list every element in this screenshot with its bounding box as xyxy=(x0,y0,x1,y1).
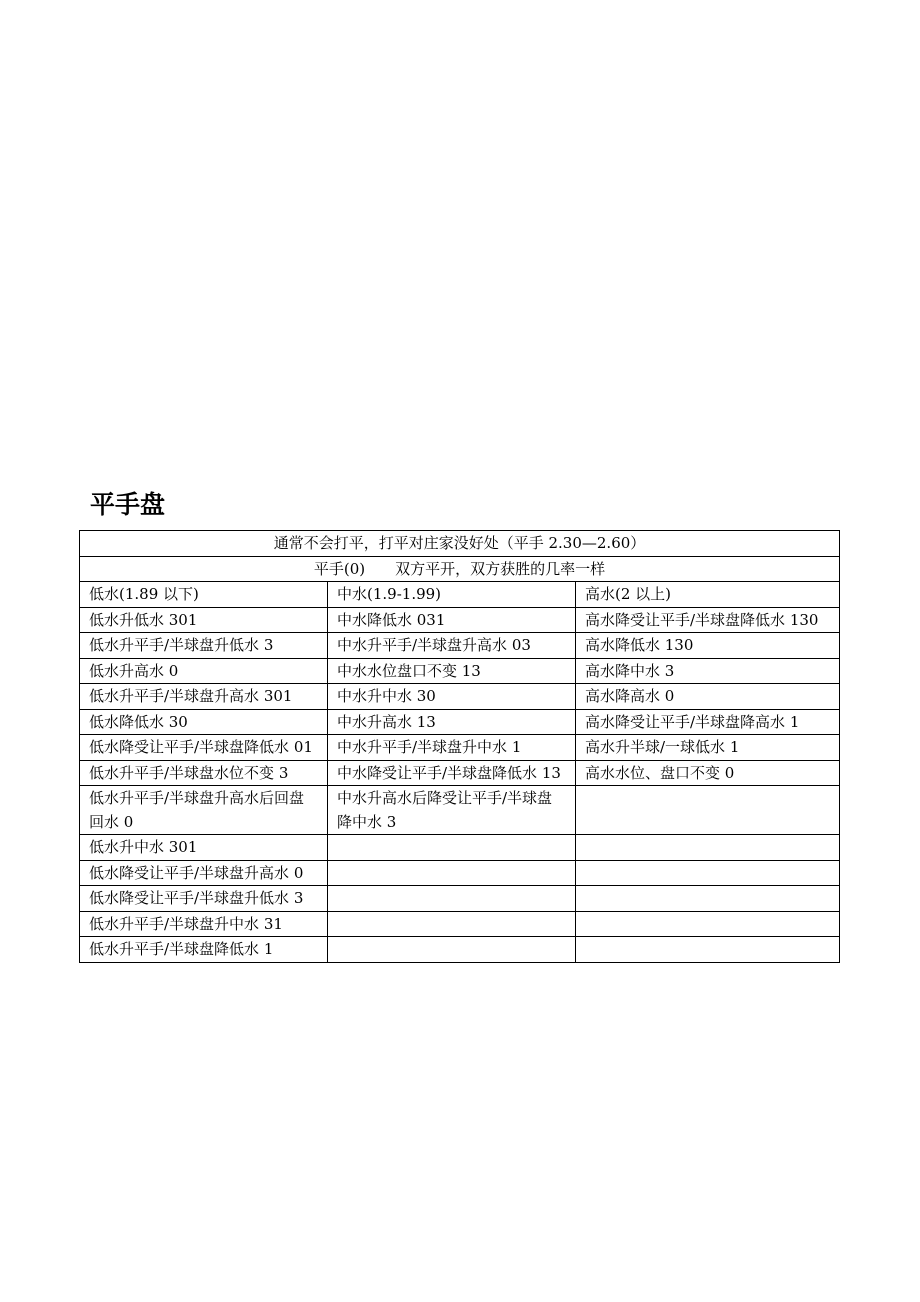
table-cell xyxy=(576,886,840,912)
table-cell: 低水升平手/半球盘升低水 3 xyxy=(80,633,328,659)
table-row xyxy=(80,860,840,886)
table-header-note: 通常不会打平，打平对庄家没好处（平手 2.30—2.60） xyxy=(80,531,840,557)
table-row xyxy=(80,633,840,659)
table-cell xyxy=(576,786,840,835)
table-cell: 高水升半球/一球低水 1 xyxy=(576,735,840,761)
handicap-table xyxy=(79,530,840,963)
table-cell: 低水升平手/半球盘水位不变 3 xyxy=(80,760,328,786)
table-header-row xyxy=(80,556,840,582)
table-row xyxy=(80,911,840,937)
table-cell: 中水升高水 13 xyxy=(328,709,576,735)
table-cell: 中水升平手/半球盘升高水 03 xyxy=(328,633,576,659)
column-header-high: 高水(2 以上) xyxy=(576,582,840,608)
table-cell: 低水升中水 301 xyxy=(80,835,328,861)
table-cell xyxy=(576,911,840,937)
table-cell: 低水升高水 0 xyxy=(80,658,328,684)
table-cell: 中水升平手/半球盘升中水 1 xyxy=(328,735,576,761)
table-cell: 高水降中水 3 xyxy=(576,658,840,684)
table-row xyxy=(80,835,840,861)
table-row xyxy=(80,886,840,912)
table-cell xyxy=(328,886,576,912)
table-row xyxy=(80,684,840,710)
table-cell: 中水降低水 031 xyxy=(328,607,576,633)
table-cell: 低水升平手/半球盘升高水 301 xyxy=(80,684,328,710)
table-cell: 高水降受让平手/半球盘降低水 130 xyxy=(576,607,840,633)
table-cell xyxy=(328,911,576,937)
table-cell: 低水升平手/半球盘升中水 31 xyxy=(80,911,328,937)
table-row xyxy=(80,786,840,835)
page-title: 平手盘 xyxy=(90,490,166,519)
table-cell: 中水升高水后降受让平手/半球盘降中水 3 xyxy=(328,786,576,835)
table-cell xyxy=(328,937,576,963)
table-row xyxy=(80,760,840,786)
table-cell xyxy=(576,860,840,886)
table-cell: 高水降低水 130 xyxy=(576,633,840,659)
table-row xyxy=(80,607,840,633)
table-cell: 中水降受让平手/半球盘降低水 13 xyxy=(328,760,576,786)
table-cell: 高水降受让平手/半球盘降高水 1 xyxy=(576,709,840,735)
table-header-desc: 平手(0) 双方平开，双方获胜的几率一样 xyxy=(80,556,840,582)
table-cell xyxy=(576,937,840,963)
table-cell: 低水升平手/半球盘升高水后回盘回水 0 xyxy=(80,786,328,835)
table-cell xyxy=(328,860,576,886)
table-row xyxy=(80,735,840,761)
table-cell: 低水降低水 30 xyxy=(80,709,328,735)
table-row xyxy=(80,658,840,684)
table-cell xyxy=(576,835,840,861)
table-cell: 高水降高水 0 xyxy=(576,684,840,710)
table-cell: 低水降受让平手/半球盘降低水 01 xyxy=(80,735,328,761)
column-header-mid: 中水(1.9-1.99) xyxy=(328,582,576,608)
column-header-row xyxy=(80,582,840,608)
table-cell: 低水升低水 301 xyxy=(80,607,328,633)
table-cell: 中水水位盘口不变 13 xyxy=(328,658,576,684)
column-header-low: 低水(1.89 以下) xyxy=(80,582,328,608)
table-cell xyxy=(328,835,576,861)
table-row xyxy=(80,709,840,735)
table-cell: 高水水位、盘口不变 0 xyxy=(576,760,840,786)
table-row xyxy=(80,937,840,963)
table-cell: 低水降受让平手/半球盘升低水 3 xyxy=(80,886,328,912)
table-cell: 低水升平手/半球盘降低水 1 xyxy=(80,937,328,963)
table-cell: 中水升中水 30 xyxy=(328,684,576,710)
table-header-row xyxy=(80,531,840,557)
table-cell: 低水降受让平手/半球盘升高水 0 xyxy=(80,860,328,886)
